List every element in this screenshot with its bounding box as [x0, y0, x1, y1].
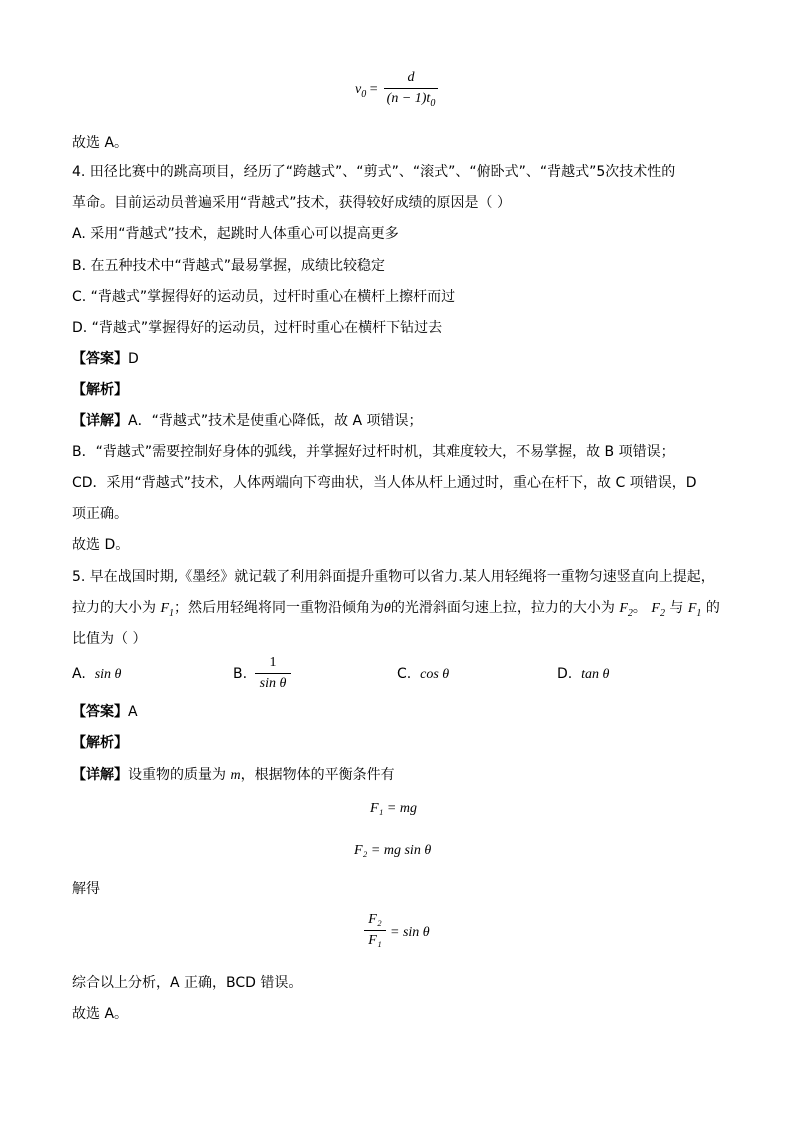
- answer-5: [72, 703, 138, 721]
- detail-tag: 【详解】: [72, 767, 128, 783]
- equation-f2: F₂ = mg sin θ: [354, 843, 432, 858]
- detail-4-b: B．“背越式”需要控制好身体的弧线，并掌握好过杆时机，其难度较大，不易掌握，故 B 项错误；: [72, 444, 675, 460]
- velocity-equation: $v_0$ =: [355, 82, 378, 100]
- detail-5-a: 【详解】设重物的质量为 m，根据物体的平衡条件有: [72, 767, 395, 783]
- question-4-stem-line-1: 4. 田径比赛中的跳高项目，经历了“跨越式”、“剪式”、“滚式”、“俯卧式”、“背越式”5次技术性的: [72, 164, 676, 180]
- question-5-stem-line-1: 5. 早在战国时期,《墨经》就记载了利用斜面提升重物可以省力.某人用轻绳将一重物匀速竖直向上提起，: [72, 569, 715, 585]
- answer-value: A: [128, 704, 138, 720]
- question-4-option-c: C. “背越式”掌握得好的运动员，过杆时重心在横杆上擦杆而过: [72, 289, 456, 305]
- ratio-result: = sin θ: [390, 925, 430, 940]
- question-5-option-d: D. tan θ: [557, 666, 610, 682]
- question-5-option-b-fraction: 1 sin θ: [255, 655, 291, 692]
- conclusion-line-4: 故选 D。: [72, 537, 130, 553]
- answer-value: D: [128, 351, 139, 367]
- answer-tag: 【答案】: [72, 351, 128, 367]
- analysis-tag-5: 【解析】: [72, 735, 128, 751]
- detail-4-c: CD．采用“背越式”技术，人体两端向下弯曲状，当人体从杆上通过时，重心在杆下，故 C 项错误，D: [72, 475, 697, 491]
- answer-4: [72, 350, 139, 368]
- detail-4-d: 项正确。: [72, 506, 128, 522]
- question-4-stem-line-2: 革命。目前运动员普遍采用“背越式”技术，获得较好成绩的原因是（ ）: [72, 195, 511, 211]
- question-5-option-c: C. cos θ: [397, 666, 450, 682]
- question-5-option-b-label: B.: [233, 666, 248, 682]
- question-4-option-a: A. 采用“背越式”技术，起跳时人体重心可以提高更多: [72, 226, 399, 242]
- conclusion-line: 故选 A。: [72, 135, 129, 151]
- solve-label: 解得: [72, 881, 100, 897]
- velocity-fraction: d $(n - 1)t_0$: [384, 70, 438, 109]
- detail-4-a: 【详解】A．“背越式”技术是使重心降低，故 A 项错误；: [72, 413, 423, 429]
- question-4-option-b: B. 在五种技术中“背越式”最易掌握，成绩比较稳定: [72, 258, 386, 274]
- question-5-stem-line-2: 拉力的大小为 $F_1$；然后用轻绳将同一重物沿倾角为θ的光滑斜面匀速上拉，拉力的大小为 $F_2$。 $F_2$ 与 $F_1$ 的: [72, 600, 720, 619]
- question-5-stem-line-3: 比值为（ ）: [72, 631, 147, 647]
- answer-tag: 【答案】: [72, 704, 128, 720]
- conclusion-line-5: 故选 A。: [72, 1006, 129, 1022]
- analysis-tag-4: 【解析】: [72, 382, 128, 398]
- summary-line: 综合以上分析，A 正确，BCD 错误。: [72, 975, 303, 991]
- detail-tag: 【详解】: [72, 413, 128, 429]
- question-4-option-d: D. “背越式”掌握得好的运动员，过杆时重心在横杆下钻过去: [72, 320, 443, 336]
- equation-f1: F₁ = mg: [370, 801, 417, 816]
- ratio-fraction: F₂ F₁: [364, 912, 386, 949]
- question-5-option-a: A. sin θ: [72, 666, 122, 682]
